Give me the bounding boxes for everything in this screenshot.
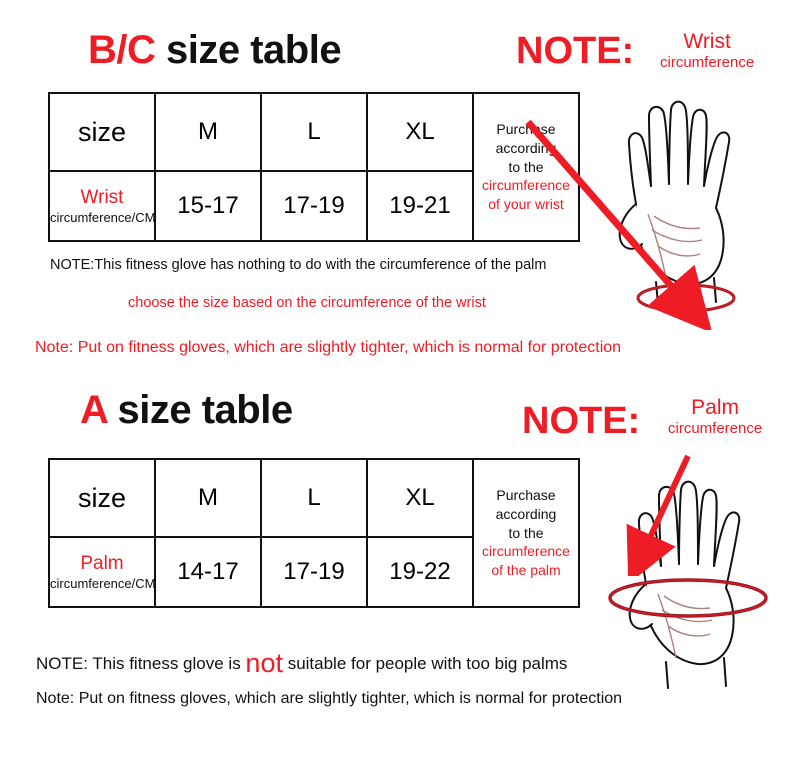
note-label-palm-main: Palm [691, 396, 740, 419]
cell-size-l: L [261, 459, 367, 537]
heading-a-black: size table [106, 388, 293, 432]
cell-size-m: M [155, 93, 261, 171]
cell-size-xl: XL [367, 93, 473, 171]
heading-bc-red: B/C [88, 28, 156, 72]
note-a-1-pre: NOTE: This fitness glove is [36, 654, 246, 673]
note-marker-palm: NOTE: [522, 400, 641, 442]
heading-bc-black: size table [155, 28, 342, 72]
size-table-bc [48, 92, 580, 242]
heading-a-red: A [80, 388, 107, 432]
purchase-line-3: to the [508, 524, 544, 541]
cell-palm-m: 14-17 [155, 537, 261, 607]
note-label-wrist-sub: circumference [660, 54, 755, 72]
cell-measure-label-wrist [49, 171, 155, 241]
cell-palm-l: 17-19 [261, 537, 367, 607]
purchase-line-2: according [495, 139, 557, 156]
purchase-line-5: of your wrist [488, 196, 564, 213]
cell-size-header: size [49, 93, 155, 171]
note-a-1-post: suitable for people with too big palms [282, 654, 568, 673]
measure-label-main: Palm [80, 553, 124, 574]
measure-label-sub: circumference/CM [50, 575, 156, 591]
section-heading-bc [88, 28, 341, 73]
note-text-bc-3: Note: Put on fitness gloves, which are slightly tighter, which is normal for protection [35, 339, 622, 356]
note-text-bc-2: choose the size based on the circumference of the wrist [128, 295, 486, 311]
note-marker-wrist: NOTE: [516, 30, 635, 72]
note-label-wrist-main: Wrist [683, 30, 731, 53]
note-text-bc-1: NOTE:This fitness glove has nothing to do with the circumference of the palm [50, 257, 547, 273]
cell-palm-xl: 19-22 [367, 537, 473, 607]
purchase-line-2: according [495, 505, 557, 522]
size-table-a [48, 458, 580, 608]
table-row [49, 459, 579, 537]
section-heading-a [80, 388, 293, 433]
cell-size-xl: XL [367, 459, 473, 537]
note-label-wrist [660, 30, 754, 71]
note-text-a-2: Note: Put on fitness gloves, which are slightly tighter, which is normal for protection [36, 690, 623, 707]
table-row [49, 93, 579, 171]
cell-measure-label-palm [49, 537, 155, 607]
note-a-1-emphasis: not [245, 648, 283, 678]
arrow-to-palm-icon [616, 436, 726, 576]
note-label-palm-sub: circumference [668, 420, 763, 438]
cell-wrist-xl: 19-21 [367, 171, 473, 241]
note-text-a-1 [36, 648, 567, 679]
measure-label-sub: circumference/CM [50, 209, 156, 225]
purchase-line-1: Purchase [496, 486, 556, 503]
cell-wrist-m: 15-17 [155, 171, 261, 241]
purchase-line-3: to the [508, 158, 544, 175]
cell-size-m: M [155, 459, 261, 537]
cell-size-l: L [261, 93, 367, 171]
purchase-line-4: circumference [482, 543, 570, 560]
cell-purchase-note-a [473, 459, 579, 607]
purchase-line-5: of the palm [491, 562, 561, 579]
cell-size-header: size [49, 459, 155, 537]
purchase-line-1: Purchase [496, 120, 556, 137]
measure-label-main: Wrist [80, 187, 124, 208]
purchase-line-4: circumference [482, 177, 570, 194]
note-label-palm [668, 396, 762, 437]
arrow-to-wrist-icon [520, 80, 720, 330]
cell-wrist-l: 17-19 [261, 171, 367, 241]
